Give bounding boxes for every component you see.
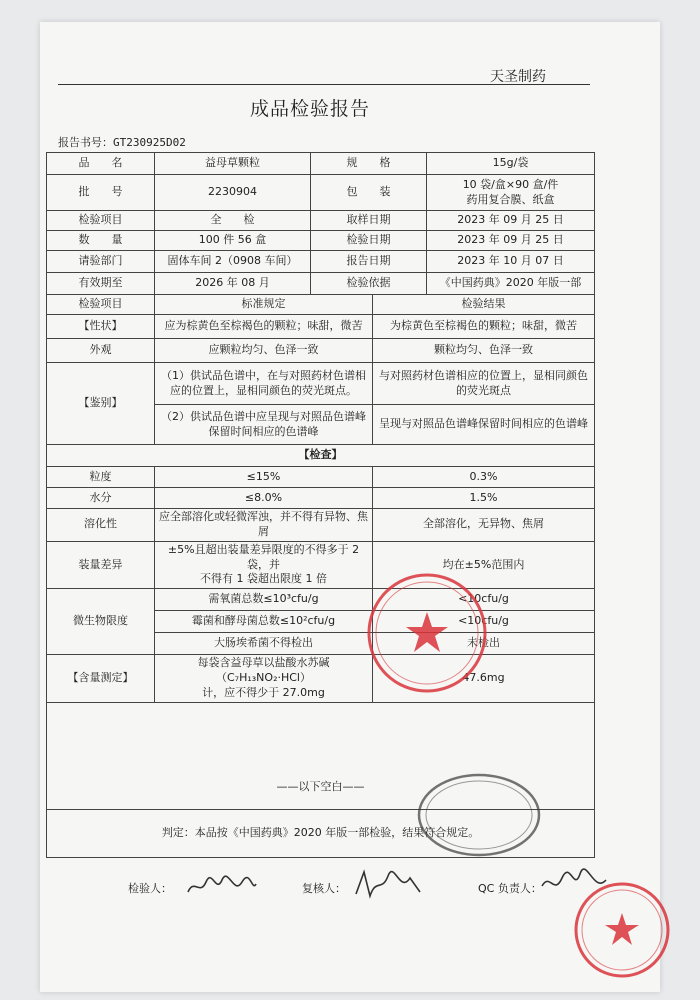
spec-label: 规 格 <box>311 153 427 175</box>
qty-label: 数 量 <box>47 231 155 251</box>
table-row <box>47 339 595 363</box>
granularity-standard: ≤15% <box>155 467 373 488</box>
batch-label: 批 号 <box>47 175 155 211</box>
inspector-signature-scribble <box>186 874 258 900</box>
identification-label: 【鉴别】 <box>47 363 155 445</box>
column-header-row <box>47 295 595 315</box>
batch-value: 2230904 <box>155 175 311 211</box>
table-row <box>47 509 595 542</box>
report-number-value: GT230925D02 <box>113 136 186 149</box>
item-value: 全 检 <box>155 211 311 231</box>
product-value: 益母草颗粒 <box>155 153 311 175</box>
aerobic-result: <10cfu/g <box>373 589 595 611</box>
report-number <box>58 134 186 150</box>
assay-line-1: 每袋含益母草以盐酸水苏碱（C₇H₁₃NO₂·HCl） <box>197 656 330 685</box>
identification-result-2: 呈现与对照品色谱峰保留时间相应的色谱峰 <box>373 405 595 445</box>
table-row <box>47 153 595 175</box>
qc-label: QC 负责人： <box>478 882 542 895</box>
inspection-table <box>46 152 595 858</box>
package-line-2: 药用复合膜、纸盒 <box>466 192 555 206</box>
package-line-1: 10 袋/盒×90 盒/件 <box>462 177 559 191</box>
weight-variation-result: 均在±5%范围内 <box>373 541 595 589</box>
test-date: 2023 年 09 月 25 日 <box>427 231 595 251</box>
inspection-seal <box>414 770 544 860</box>
sampling-label: 取样日期 <box>311 211 427 231</box>
col-result: 检验结果 <box>373 295 595 315</box>
basis-value: 《中国药典》2020 年版一部 <box>427 273 595 295</box>
package-value <box>427 175 595 211</box>
mold-result: <10cfu/g <box>373 611 595 633</box>
page-title: 成品检验报告 <box>249 98 370 120</box>
character-result: 为棕黄色至棕褐色的颗粒；味甜，微苦 <box>373 315 595 339</box>
solubility-standard: 应全部溶化或轻微浑浊，并不得有异物、焦屑 <box>155 509 373 542</box>
table-row <box>47 315 595 339</box>
sampling-date: 2023 年 09 月 25 日 <box>427 211 595 231</box>
weight-variation-line-2: 不得有 1 袋超出限度 1 倍 <box>200 572 327 586</box>
dept-value: 固体车间 2（0908 车间） <box>155 251 311 273</box>
table-row <box>47 445 595 467</box>
reviewer-signature-scribble <box>352 868 424 902</box>
table-row <box>47 488 595 509</box>
table-row <box>47 273 595 295</box>
inspector-signature <box>186 874 258 905</box>
appearance-label: 外观 <box>47 339 155 363</box>
weight-variation-label: 装量差异 <box>47 541 155 589</box>
report-date-label: 报告日期 <box>311 251 427 273</box>
reviewer-label: 复核人： <box>302 882 346 895</box>
weight-variation-standard <box>155 541 373 589</box>
report-date: 2023 年 10 月 07 日 <box>427 251 595 273</box>
microbial-label: 微生物限度 <box>47 589 155 655</box>
dept-label: 请验部门 <box>47 251 155 273</box>
basis-label: 检验依据 <box>311 273 427 295</box>
assay-line-2: 计，应不得少于 27.0mg <box>202 685 325 699</box>
identification-result-1: 与对照药材色谱相应的位置上，显相同颜色的荧光斑点 <box>373 363 595 405</box>
inspector-label: 检验人： <box>128 882 172 895</box>
product-label: 品 名 <box>47 153 155 175</box>
granularity-result: 0.3% <box>373 467 595 488</box>
assay-result: 47.6mg <box>373 655 595 703</box>
appearance-standard: 应颗粒均匀、色泽一致 <box>155 339 373 363</box>
table-row <box>47 231 595 251</box>
item-label: 检验项目 <box>47 211 155 231</box>
expiry-label: 有效期至 <box>47 273 155 295</box>
header-rule <box>58 84 590 85</box>
moisture-label: 水分 <box>47 488 155 509</box>
ecoli-result: 未检出 <box>373 633 595 655</box>
table-row <box>47 655 595 703</box>
table-row <box>47 251 595 273</box>
assay-standard <box>155 655 373 703</box>
inspection-section-label: 【检查】 <box>47 445 595 467</box>
blank-note: ——以下空白—— <box>276 779 365 793</box>
table-row <box>47 363 595 405</box>
identification-standard-1: （1）供试品色谱中，在与对照药材色谱相应的位置上，显相同颜色的荧光斑点。 <box>155 363 373 405</box>
col-standard: 标准规定 <box>155 295 373 315</box>
table-row <box>47 467 595 488</box>
assay-label: 【含量测定】 <box>47 655 155 703</box>
solubility-result: 全部溶化，无异物、焦屑 <box>373 509 595 542</box>
aerobic-standard: 需氧菌总数≤10³cfu/g <box>155 589 373 611</box>
table-row <box>47 541 595 589</box>
report-number-label: 报告书号： <box>58 136 113 149</box>
col-item: 检验项目 <box>47 295 155 315</box>
weight-variation-line-1: ±5%且超出装量差异限度的不得多于 2 袋，并 <box>167 542 360 571</box>
mold-standard: 霉菌和酵母菌总数≤10²cfu/g <box>155 611 373 633</box>
solubility-label: 溶化性 <box>47 509 155 542</box>
moisture-result: 1.5% <box>373 488 595 509</box>
conclusion: 判定：本品按《中国药典》2020 年版一部检验，结果符合规定。 <box>47 809 595 857</box>
reviewer-signature <box>352 868 424 906</box>
character-standard: 应为棕黄色至棕褐色的颗粒；味甜，微苦 <box>155 315 373 339</box>
character-label: 【性状】 <box>47 315 155 339</box>
table-row <box>47 211 595 231</box>
test-date-label: 检验日期 <box>311 231 427 251</box>
moisture-standard: ≤8.0% <box>155 488 373 509</box>
quality-dept-stamp <box>362 568 492 698</box>
brand-name: 天圣制药 <box>490 69 546 85</box>
qty-value: 100 件 56 盒 <box>155 231 311 251</box>
qa-stamp <box>572 880 672 980</box>
spec-value: 15g/袋 <box>427 153 595 175</box>
ecoli-standard: 大肠埃希菌不得检出 <box>155 633 373 655</box>
expiry-value: 2026 年 08 月 <box>155 273 311 295</box>
granularity-label: 粒度 <box>47 467 155 488</box>
table-row <box>47 175 595 211</box>
package-label: 包 装 <box>311 175 427 211</box>
table-row <box>47 589 595 611</box>
appearance-result: 颗粒均匀、色泽一致 <box>373 339 595 363</box>
identification-standard-2: （2）供试品色谱中应呈现与对照品色谱峰保留时间相应的色谱峰 <box>155 405 373 445</box>
